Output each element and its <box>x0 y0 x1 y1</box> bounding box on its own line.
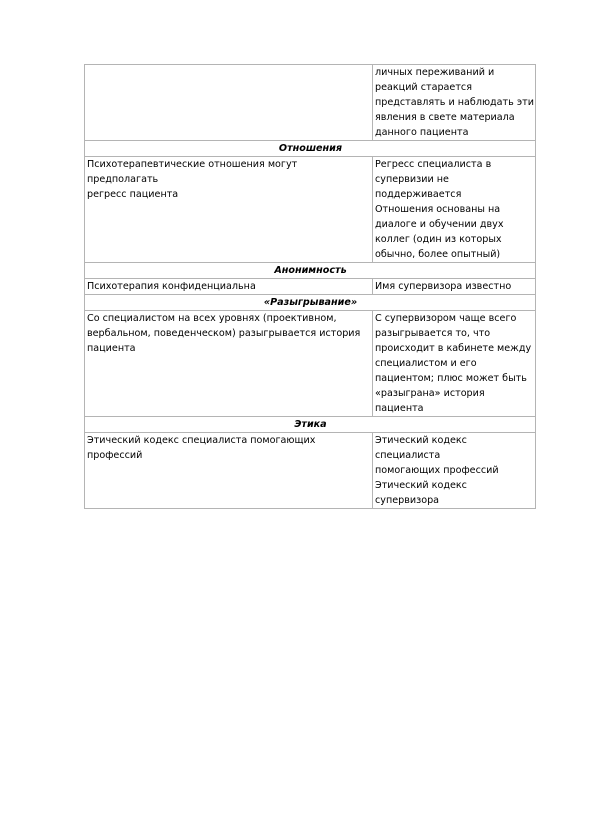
table-cell-left <box>85 279 373 295</box>
table-cell-right <box>373 279 536 295</box>
section-header-row <box>85 417 536 433</box>
section-header-row <box>85 141 536 157</box>
section-title: Отношения <box>85 141 536 157</box>
table-row <box>85 433 536 509</box>
comparison-table <box>84 64 536 509</box>
table-row <box>85 279 536 295</box>
cell-text: Имя супервизора известно <box>375 281 512 292</box>
section-title: Этика <box>85 417 536 433</box>
table-cell-right <box>373 65 536 141</box>
cell-text: Этический кодекс специалиста помогающих профессий Этический кодекс супервизора <box>375 435 499 506</box>
table-cell-left <box>85 433 373 509</box>
table-cell-right <box>373 311 536 417</box>
table-cell-right <box>373 157 536 263</box>
table-row <box>85 65 536 141</box>
cell-text: Регресс специалиста в супервизии не поддерживается Отношения основаны на диалоге и обучении двух коллег (один из которых обычно, более опытный) <box>375 159 504 260</box>
table-cell-left <box>85 65 373 141</box>
cell-text: Психотерапевтические отношения могут предполагать регресс пациента <box>87 159 298 200</box>
cell-text: С супервизором чаще всего разыгрывается то, что происходит в кабинете между специалистом и его пациентом; плюс может быть «разыграна» история пациента <box>375 313 532 414</box>
cell-text: личных переживаний и реакций старается представлять и наблюдать эти явления в свете материала данного пациента <box>375 67 534 138</box>
table-row <box>85 157 536 263</box>
cell-text: Этический кодекс специалиста помогающих профессий <box>87 435 316 461</box>
table-cell-left <box>85 311 373 417</box>
section-title: «Разыгрывание» <box>85 295 536 311</box>
section-header-row <box>85 263 536 279</box>
table-row <box>85 311 536 417</box>
table-cell-left <box>85 157 373 263</box>
cell-text: Со специалистом на всех уровнях (проективном, вербальном, поведенческом) разыгрывается история пациента <box>87 313 361 354</box>
section-header-row <box>85 295 536 311</box>
section-title: Анонимность <box>85 263 536 279</box>
table-cell-right <box>373 433 536 509</box>
cell-text: Психотерапия конфиденциальна <box>87 281 256 292</box>
